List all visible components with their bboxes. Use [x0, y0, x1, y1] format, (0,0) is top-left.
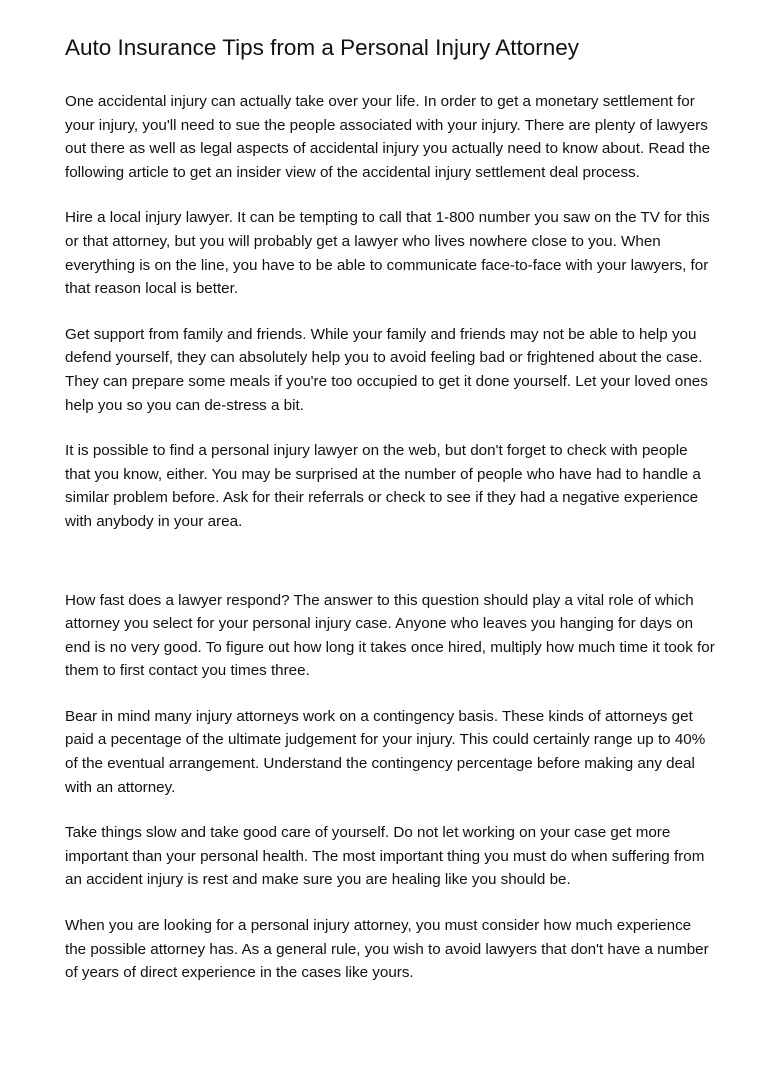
paragraph-take-care: Take things slow and take good care of yourself. Do not let working on your case get more important than your personal health. The most important thing you must do when suffering from an accident injury is rest and make sure you are healing like you should be. [65, 824, 705, 889]
paragraph-contingency: Bear in mind many injury attorneys work on a contingency basis. These kinds of attorneys get paid a pecentage of the ultimate judgement for your injury. This could certainly range up to 40% of the eventual arrangement. Understand the contingency percentage before making any deal with an attorney. [65, 707, 706, 796]
paragraph-intro: One accidental injury can actually take over your life. In order to get a monetary settlement for your injury, you'll need to sue the people associated with your injury. There are plenty of lawyers out there as well as legal aspects of accidental injury you actually need to know about. Read the following article to get an insider view of the accidental injury settlement deal process. [65, 93, 711, 181]
paragraph-find-online: It is possible to find a personal injury lawyer on the web, but don't forget to check with people that you know, either. You may be surprised at the number of people who have had to handle a similar problem before. Ask for their referrals or check to see if they had a negative experience with anybody in your area. [65, 442, 701, 530]
paragraph-experience: When you are looking for a personal injury attorney, you must consider how much experience the possible attorney has. As a general rule, you wish to avoid lawyers that don't have a number of years of direct experience in the cases like yours. [65, 917, 709, 982]
paragraph-local-lawyer: Hire a local injury lawyer. It can be tempting to call that 1-800 number you saw on the TV for this or that attorney, but you will probably get a lawyer who lives nowhere close to you. When everything is on the line, you have to be able to communicate face-to-face with your lawyers, for that reason local is better. [65, 209, 710, 298]
document-page [65, 28, 715, 1007]
document-title: Auto Insurance Tips from a Personal Injury Attorney [65, 35, 580, 60]
paragraph-response-time: How fast does a lawyer respond? The answer to this question should play a vital role of which attorney you select for your personal injury case. Anyone who leaves you hanging for days on end is no very good. To figure out how long it takes once hired, multiply how much time it took for them to first contact you times three. [65, 591, 715, 680]
paragraph-family-support: Get support from family and friends. While your family and friends may not be able to help you defend yourself, they can absolutely help you to avoid feeling bad or frightened about the case. They can prepare some meals if you're too occupied to get it done yourself. Let your loved ones help you so you can de-stress a bit. [65, 325, 708, 414]
